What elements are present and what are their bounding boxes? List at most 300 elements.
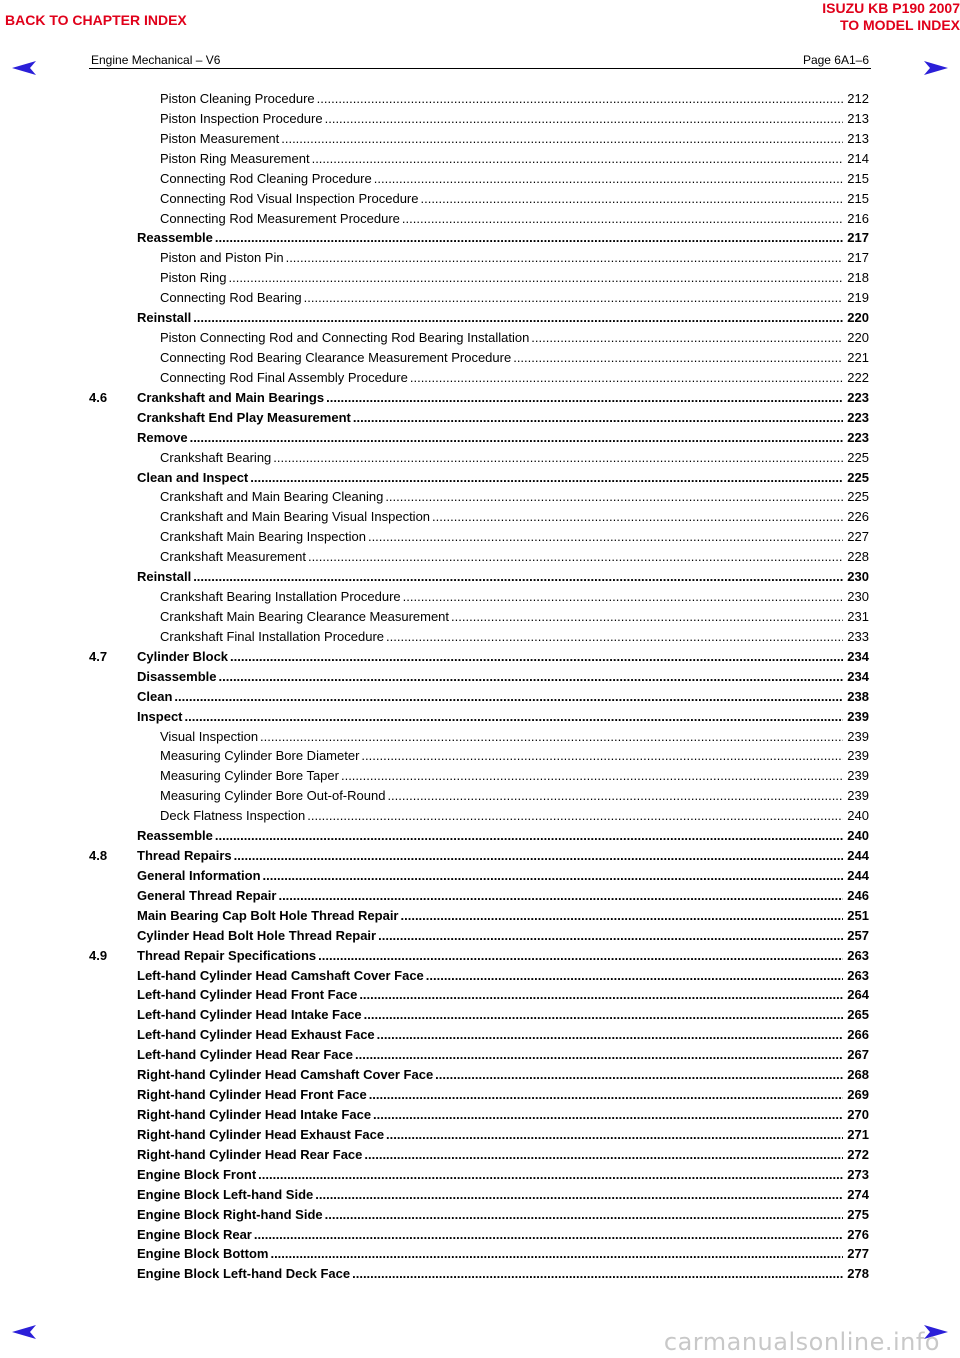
toc-entry[interactable]	[89, 786, 869, 806]
toc-page-number[interactable]: 225	[847, 489, 869, 505]
toc-entry[interactable]	[89, 587, 869, 607]
toc-entry-line[interactable]	[160, 109, 869, 128]
toc-entry-title[interactable]: Left-hand Cylinder Head Camshaft Cover Face	[137, 967, 424, 983]
toc-page-number[interactable]: 273	[847, 1166, 869, 1182]
toc-entry-line[interactable]	[160, 368, 869, 387]
dot-leader	[278, 886, 843, 905]
dot-leader	[174, 687, 843, 706]
toc-entry[interactable]	[89, 746, 869, 766]
toc-entry-line[interactable]	[137, 687, 869, 706]
dot-leader	[260, 727, 843, 746]
toc-page-number[interactable]: 234	[847, 668, 869, 684]
toc-entry[interactable]	[89, 906, 869, 926]
toc-entry[interactable]	[89, 1085, 869, 1105]
toc-page-number[interactable]: 263	[847, 967, 869, 983]
toc-entry-line[interactable]	[137, 1165, 869, 1184]
toc-page-number[interactable]: 239	[847, 728, 869, 744]
dot-leader	[513, 348, 843, 367]
toc-page-number[interactable]: 239	[847, 788, 869, 804]
dot-leader	[386, 627, 843, 646]
toc-entry-line[interactable]	[137, 707, 869, 726]
toc-page-number[interactable]: 251	[847, 907, 869, 923]
toc-entry-title[interactable]: Connecting Rod Measurement Procedure	[160, 210, 400, 226]
dot-leader	[420, 189, 843, 208]
toc-entry[interactable]	[89, 1165, 869, 1185]
toc-entry-title[interactable]: Right-hand Cylinder Head Front Face	[137, 1087, 367, 1103]
toc-entry-line[interactable]	[160, 727, 869, 746]
dot-leader	[190, 428, 844, 447]
toc-page-number[interactable]: 217	[847, 250, 869, 266]
toc-entry-line[interactable]	[137, 1185, 869, 1204]
toc-entry-line[interactable]	[137, 966, 869, 985]
toc-entry[interactable]	[89, 189, 869, 209]
toc-entry-line[interactable]	[137, 408, 869, 427]
toc-entry[interactable]	[89, 487, 869, 507]
toc-entry[interactable]	[89, 1045, 869, 1065]
toc-entry-line[interactable]	[160, 189, 869, 208]
toc-entry-line[interactable]	[137, 1005, 869, 1024]
toc-entry[interactable]	[89, 169, 869, 189]
toc-page-number[interactable]: 270	[847, 1107, 869, 1123]
toc-entry[interactable]	[89, 846, 869, 866]
toc-entry[interactable]	[89, 926, 869, 946]
dot-leader	[228, 268, 843, 287]
toc-entry-title[interactable]: Piston Ring Measurement	[160, 150, 310, 166]
toc-entry-title[interactable]: Deck Flatness Inspection	[160, 808, 306, 824]
toc-entry-title[interactable]: Reassemble	[137, 230, 213, 246]
toc-entry[interactable]	[89, 1225, 869, 1245]
toc-entry-title[interactable]: Engine Block Front	[137, 1166, 257, 1182]
toc-page-number[interactable]: 246	[847, 887, 869, 903]
toc-entry-line[interactable]	[137, 1045, 869, 1064]
toc-entry-line[interactable]	[160, 328, 869, 347]
toc-entry[interactable]	[89, 288, 869, 308]
toc-page-number[interactable]: 240	[847, 808, 869, 824]
dot-leader	[215, 826, 843, 845]
toc-entry[interactable]	[89, 129, 869, 149]
toc-entry-line[interactable]	[137, 567, 869, 586]
toc-entry-title[interactable]: Right-hand Cylinder Head Intake Face	[137, 1107, 372, 1123]
to-model-index-label[interactable]: TO MODEL INDEX	[839, 17, 960, 33]
dot-leader	[410, 368, 843, 387]
toc-entry-title[interactable]: Crankshaft Main Bearing Clearance Measurement	[160, 608, 450, 624]
toc-entry-line[interactable]	[160, 348, 869, 367]
previous-page-arrow-icon[interactable]	[10, 58, 40, 78]
toc-page-number[interactable]: 213	[847, 130, 869, 146]
toc-entry-line[interactable]	[137, 667, 869, 686]
toc-entry-line[interactable]	[137, 985, 869, 1004]
toc-page-number[interactable]: 276	[847, 1226, 869, 1242]
toc-entry-title[interactable]: Piston Cleaning Procedure	[160, 91, 315, 106]
toc-page-number[interactable]: 277	[847, 1246, 869, 1262]
watermark: carmanualsonline.info	[663, 1328, 940, 1356]
toc-entry-title[interactable]: Visual Inspection	[160, 728, 259, 744]
toc-entry[interactable]	[89, 228, 869, 248]
toc-page-number[interactable]: 239	[847, 768, 869, 784]
toc-entry-line[interactable]	[160, 746, 869, 765]
toc-entry-title[interactable]: Engine Block Left-hand Side	[137, 1186, 314, 1202]
dot-leader	[352, 1264, 843, 1283]
dot-leader	[359, 985, 843, 1004]
toc-page-number[interactable]: 231	[847, 608, 869, 624]
dot-leader	[361, 746, 843, 765]
toc-entry-title[interactable]: Connecting Rod Bearing	[160, 290, 302, 306]
toc-page-number[interactable]: 244	[847, 867, 869, 883]
toc-entry-line[interactable]	[137, 1065, 869, 1084]
toc-page-number[interactable]: 239	[847, 708, 869, 724]
toc-entry-line[interactable]	[137, 846, 869, 865]
toc-entry-line[interactable]	[137, 826, 869, 845]
dot-leader	[219, 667, 844, 686]
toc-entry[interactable]	[89, 1125, 869, 1145]
toc-entry-line[interactable]	[160, 547, 869, 566]
toc-entry-line[interactable]	[137, 1244, 869, 1263]
toc-entry-title[interactable]: Main Bearing Cap Bolt Hole Thread Repair	[137, 907, 399, 923]
next-page-arrow-icon[interactable]	[920, 58, 950, 78]
toc-entry-line[interactable]	[137, 866, 869, 885]
toc-entry-title[interactable]: Engine Block Right-hand Side	[137, 1206, 323, 1222]
toc-entry[interactable]	[89, 1244, 869, 1264]
toc-entry[interactable]	[89, 448, 869, 468]
toc-entry[interactable]	[89, 209, 869, 229]
toc-entry-line[interactable]	[137, 926, 869, 945]
toc-page-number[interactable]: 220	[847, 330, 869, 346]
toc-page-number[interactable]: 274	[847, 1186, 869, 1202]
toc-entry-line[interactable]	[137, 1264, 869, 1283]
toc-entry[interactable]	[89, 1065, 869, 1085]
toc-page-number[interactable]: 278	[847, 1266, 869, 1282]
toc-entry-title[interactable]: General Information	[137, 867, 261, 883]
dot-leader	[230, 647, 843, 666]
toc-page-number[interactable]: 222	[847, 369, 869, 385]
toc-entry-title[interactable]: Crankshaft Final Installation Procedure	[160, 628, 385, 644]
toc-entry-title[interactable]: Engine Block Rear	[137, 1226, 252, 1242]
toc-entry-title[interactable]: Crankshaft and Main Bearing Cleaning	[160, 489, 384, 505]
toc-page-number[interactable]: 271	[847, 1126, 869, 1142]
toc-entry-line[interactable]	[137, 906, 869, 925]
toc-entry-line[interactable]	[160, 268, 869, 287]
toc-entry[interactable]	[89, 109, 869, 129]
toc-entry-title[interactable]: Engine Block Bottom	[137, 1246, 269, 1262]
toc-entry[interactable]	[89, 527, 869, 547]
dot-leader	[193, 567, 843, 586]
toc-entry[interactable]	[89, 806, 869, 826]
toc-page-number[interactable]: 219	[847, 290, 869, 306]
toc-entry-title[interactable]: Right-hand Cylinder Head Rear Face	[137, 1146, 363, 1162]
toc-entry-line[interactable]	[160, 507, 869, 526]
toc-page-number[interactable]: 238	[847, 688, 869, 704]
toc-entry-title[interactable]: Thread Repairs	[137, 848, 232, 864]
toc-entry-line[interactable]	[160, 248, 869, 267]
dot-leader	[403, 587, 844, 606]
toc-entry-line[interactable]	[160, 607, 869, 626]
toc-entry[interactable]	[89, 149, 869, 169]
toc-page-number[interactable]: 263	[847, 947, 869, 963]
toc-page-number[interactable]: 214	[847, 150, 869, 166]
toc-entry-title[interactable]: Crankshaft Bearing Installation Procedure	[160, 589, 401, 605]
toc-entry[interactable]	[89, 507, 869, 527]
toc-page-number[interactable]: 264	[847, 987, 869, 1003]
toc-page-number[interactable]: 226	[847, 509, 869, 525]
toc-entry-title[interactable]: Left-hand Cylinder Head Rear Face	[137, 1047, 353, 1063]
toc-entry-line[interactable]	[160, 587, 869, 606]
toc-entry-line[interactable]	[160, 288, 869, 307]
toc-entry[interactable]	[89, 627, 869, 647]
toc-entry-line[interactable]	[137, 468, 869, 487]
toc-page-number[interactable]: 234	[847, 648, 869, 664]
toc-entry[interactable]	[89, 1025, 869, 1045]
toc-entry[interactable]	[89, 607, 869, 627]
dot-leader	[254, 1225, 843, 1244]
toc-entry-line[interactable]	[137, 228, 869, 247]
toc-section-number: 4.9	[89, 947, 108, 963]
toc-entry[interactable]	[89, 547, 869, 567]
back-to-chapter-index-link[interactable]: BACK TO CHAPTER INDEX	[5, 12, 187, 28]
dot-leader	[435, 1065, 843, 1084]
toc-entry[interactable]	[89, 567, 869, 587]
toc-entry-title[interactable]: Remove	[137, 429, 188, 445]
toc-entry-title[interactable]: Piston Connecting Rod and Connecting Rod Bearing Installation	[160, 330, 530, 346]
toc-page-number[interactable]: 266	[847, 1027, 869, 1043]
toc-entry[interactable]	[89, 1005, 869, 1025]
toc-entry[interactable]	[89, 468, 869, 488]
toc-entry-line[interactable]	[137, 1085, 869, 1104]
toc-entry[interactable]	[89, 1105, 869, 1125]
toc-entry[interactable]	[89, 1185, 869, 1205]
dot-leader	[386, 1125, 843, 1144]
toc-entry-title[interactable]: Engine Block Left-hand Deck Face	[137, 1266, 351, 1282]
toc-entry[interactable]	[89, 328, 869, 348]
toc-entry[interactable]	[89, 408, 869, 428]
toc-entry-line[interactable]	[137, 1225, 869, 1244]
toc-entry-line[interactable]	[137, 308, 869, 327]
dot-leader	[304, 288, 844, 307]
model-title[interactable]: ISUZU KB P190 2007	[822, 0, 960, 16]
dot-leader	[369, 1085, 844, 1104]
toc-page-number[interactable]: 216	[847, 210, 869, 226]
dot-leader	[270, 1244, 843, 1263]
toc-entry-title[interactable]: Piston Measurement	[160, 130, 280, 146]
toc-entry-title[interactable]: Connecting Rod Bearing Clearance Measurement Procedure	[160, 349, 512, 365]
toc-entry-title[interactable]: Piston and Piston Pin	[160, 250, 284, 266]
toc-entry-title[interactable]: Reassemble	[137, 828, 213, 844]
toc-entry-line[interactable]	[160, 806, 869, 825]
toc-page-number[interactable]: 223	[847, 389, 869, 405]
toc-entry-title[interactable]: Left-hand Cylinder Head Exhaust Face	[137, 1027, 375, 1043]
toc-entry-line[interactable]	[160, 209, 869, 228]
toc-entry-title[interactable]: Connecting Rod Cleaning Procedure	[160, 170, 372, 186]
toc-page-number[interactable]: 218	[847, 270, 869, 286]
toc-entry[interactable]	[89, 946, 869, 966]
toc-page-number[interactable]: 220	[847, 310, 869, 326]
toc-entry-title[interactable]: Piston Ring	[160, 270, 227, 286]
toc-entry-line[interactable]	[160, 149, 869, 168]
toc-entry-line[interactable]	[160, 89, 869, 108]
toc-entry[interactable]	[89, 826, 869, 846]
toc-entry-title[interactable]: Crankshaft Bearing	[160, 449, 272, 465]
dot-leader	[374, 169, 844, 188]
dot-leader	[281, 129, 843, 148]
toc-page-number[interactable]: 265	[847, 1007, 869, 1023]
toc-entry-title[interactable]: Crankshaft Measurement	[160, 549, 306, 565]
toc-page-number[interactable]: 223	[847, 429, 869, 445]
toc-entry-title[interactable]: Connecting Rod Final Assembly Procedure	[160, 369, 408, 385]
dot-leader	[185, 707, 844, 726]
dot-leader	[531, 328, 843, 347]
dot-leader	[215, 228, 843, 247]
dot-leader	[401, 906, 844, 925]
toc-entry[interactable]	[89, 368, 869, 388]
dot-leader	[377, 1025, 844, 1044]
toc-entry[interactable]	[89, 886, 869, 906]
toc-entry[interactable]	[89, 647, 869, 667]
toc-entry[interactable]	[89, 89, 869, 109]
dot-leader	[234, 846, 844, 865]
dot-leader	[364, 1145, 843, 1164]
toc-entry-line[interactable]	[137, 886, 869, 905]
toc-entry-line[interactable]	[160, 448, 869, 467]
dot-leader	[286, 248, 844, 267]
toc-entry[interactable]	[89, 687, 869, 707]
toc-entry-line[interactable]	[137, 388, 869, 407]
toc-page-number[interactable]: 240	[847, 828, 869, 844]
toc-section-number: 4.8	[89, 848, 108, 864]
toc-entry-title[interactable]: Cylinder Head Bolt Hole Thread Repair	[137, 927, 377, 943]
toc-entry-line[interactable]	[160, 766, 869, 785]
header-divider	[89, 68, 871, 69]
toc-page-number[interactable]: 227	[847, 529, 869, 545]
toc-entry-title[interactable]: Crankshaft and Main Bearing Visual Inspection	[160, 509, 431, 525]
dot-leader	[318, 946, 843, 965]
dot-leader	[307, 806, 843, 825]
toc-page-number[interactable]: 244	[847, 848, 869, 864]
toc-page-number[interactable]: 221	[847, 349, 869, 365]
dot-leader	[263, 866, 844, 885]
toc-entry-title[interactable]: Reinstall	[137, 569, 192, 585]
toc-entry-line[interactable]	[137, 1105, 869, 1124]
toc-entry[interactable]	[89, 1205, 869, 1225]
toc-entry-title[interactable]: Inspect	[137, 708, 183, 724]
toc-entry[interactable]	[89, 766, 869, 786]
toc-entry[interactable]	[89, 727, 869, 747]
toc-entry[interactable]	[89, 866, 869, 886]
dot-leader	[355, 1045, 843, 1064]
toc-entry-line[interactable]	[160, 169, 869, 188]
toc-page-number[interactable]: 217	[847, 230, 869, 246]
toc-entry[interactable]	[89, 1264, 869, 1284]
dot-leader	[258, 1165, 843, 1184]
toc-entry-title[interactable]: Measuring Cylinder Bore Taper	[160, 768, 339, 784]
toc-entry[interactable]	[89, 667, 869, 687]
toc-entry[interactable]	[89, 985, 869, 1005]
toc-entry-line[interactable]	[137, 946, 869, 965]
dot-leader	[378, 926, 843, 945]
dot-leader	[250, 468, 843, 487]
toc-entry-title[interactable]: Measuring Cylinder Bore Out-of-Round	[160, 788, 386, 804]
toc-entry-line[interactable]	[160, 129, 869, 148]
dot-leader	[385, 487, 843, 506]
toc-entry-title[interactable]: Right-hand Cylinder Head Camshaft Cover Face	[137, 1067, 434, 1083]
toc-entry-title[interactable]: Left-hand Cylinder Head Front Face	[137, 987, 358, 1003]
toc-entry-title[interactable]: Thread Repair Specifications	[137, 947, 317, 963]
toc-page-number[interactable]: 230	[847, 589, 869, 605]
toc-entry-title[interactable]: Clean	[137, 688, 173, 704]
toc-entry-line[interactable]	[137, 1205, 869, 1224]
toc-entry[interactable]	[89, 1145, 869, 1165]
toc-page-number[interactable]: 225	[847, 449, 869, 465]
toc-entry-title[interactable]: Left-hand Cylinder Head Intake Face	[137, 1007, 362, 1023]
dot-leader	[341, 766, 843, 785]
dot-leader	[312, 149, 844, 168]
toc-entry-line[interactable]	[137, 1025, 869, 1044]
toc-entry[interactable]	[89, 308, 869, 328]
toc-entry-line[interactable]	[160, 786, 869, 805]
toc-entry[interactable]	[89, 428, 869, 448]
toc-entry-title[interactable]: Crankshaft End Play Measurement	[137, 409, 351, 425]
toc-entry-title[interactable]: Piston Inspection Procedure	[160, 110, 323, 126]
toc-entry[interactable]	[89, 966, 869, 986]
toc-entry-line[interactable]	[137, 1125, 869, 1144]
toc-page-number[interactable]: 212	[847, 91, 869, 106]
toc-entry-title[interactable]: Clean and Inspect	[137, 469, 249, 485]
toc-page-number[interactable]: 269	[847, 1087, 869, 1103]
toc-entry[interactable]	[89, 348, 869, 368]
dot-leader	[451, 607, 843, 626]
toc-page-number[interactable]: 233	[847, 628, 869, 644]
toc-page-number[interactable]: 272	[847, 1146, 869, 1162]
toc-entry[interactable]	[89, 707, 869, 727]
previous-page-arrow-icon[interactable]	[10, 1322, 40, 1342]
dot-leader	[373, 1105, 843, 1124]
toc-page-number[interactable]: 257	[847, 927, 869, 943]
toc-page-number[interactable]: 230	[847, 569, 869, 585]
toc-entry-title[interactable]: Crankshaft Main Bearing Inspection	[160, 529, 366, 545]
toc-entry[interactable]	[89, 248, 869, 268]
toc-page-number[interactable]: 215	[847, 190, 869, 206]
dot-leader	[193, 308, 843, 327]
toc-entry-line[interactable]	[160, 527, 869, 546]
toc-entry[interactable]	[89, 388, 869, 408]
toc-page-number[interactable]: 223	[847, 409, 869, 425]
toc-entry-title[interactable]: Crankshaft and Main Bearings	[137, 389, 325, 405]
toc-page-number[interactable]: 228	[847, 549, 869, 565]
toc-entry-line[interactable]	[160, 627, 869, 646]
toc-entry-title[interactable]: Cylinder Block	[137, 648, 229, 664]
toc-entry-title[interactable]: Right-hand Cylinder Head Exhaust Face	[137, 1126, 385, 1142]
toc-page-number[interactable]: 275	[847, 1206, 869, 1222]
toc-entry-title[interactable]: Disassemble	[137, 668, 217, 684]
dot-leader	[308, 547, 843, 566]
toc-page-number[interactable]: 268	[847, 1067, 869, 1083]
toc-entry-title[interactable]: Measuring Cylinder Bore Diameter	[160, 748, 360, 764]
toc-page-number[interactable]: 239	[847, 748, 869, 764]
toc-entry-line[interactable]	[137, 428, 869, 447]
toc-entry-title[interactable]: Reinstall	[137, 310, 192, 326]
toc-page-number[interactable]: 267	[847, 1047, 869, 1063]
toc-section-number: 4.7	[89, 648, 108, 664]
toc-page-number[interactable]: 225	[847, 469, 869, 485]
toc-entry-line[interactable]	[137, 647, 869, 666]
toc-entry-line[interactable]	[137, 1145, 869, 1164]
toc-section-number: 4.6	[89, 389, 108, 405]
toc-page-number[interactable]: 213	[847, 110, 869, 126]
toc-entry-title[interactable]: Connecting Rod Visual Inspection Procedure	[160, 190, 419, 206]
toc-entry-line[interactable]	[160, 487, 869, 506]
toc-entry[interactable]	[89, 268, 869, 288]
dot-leader	[325, 1205, 844, 1224]
toc-entry-title[interactable]: General Thread Repair	[137, 887, 277, 903]
toc-page-number[interactable]: 215	[847, 170, 869, 186]
